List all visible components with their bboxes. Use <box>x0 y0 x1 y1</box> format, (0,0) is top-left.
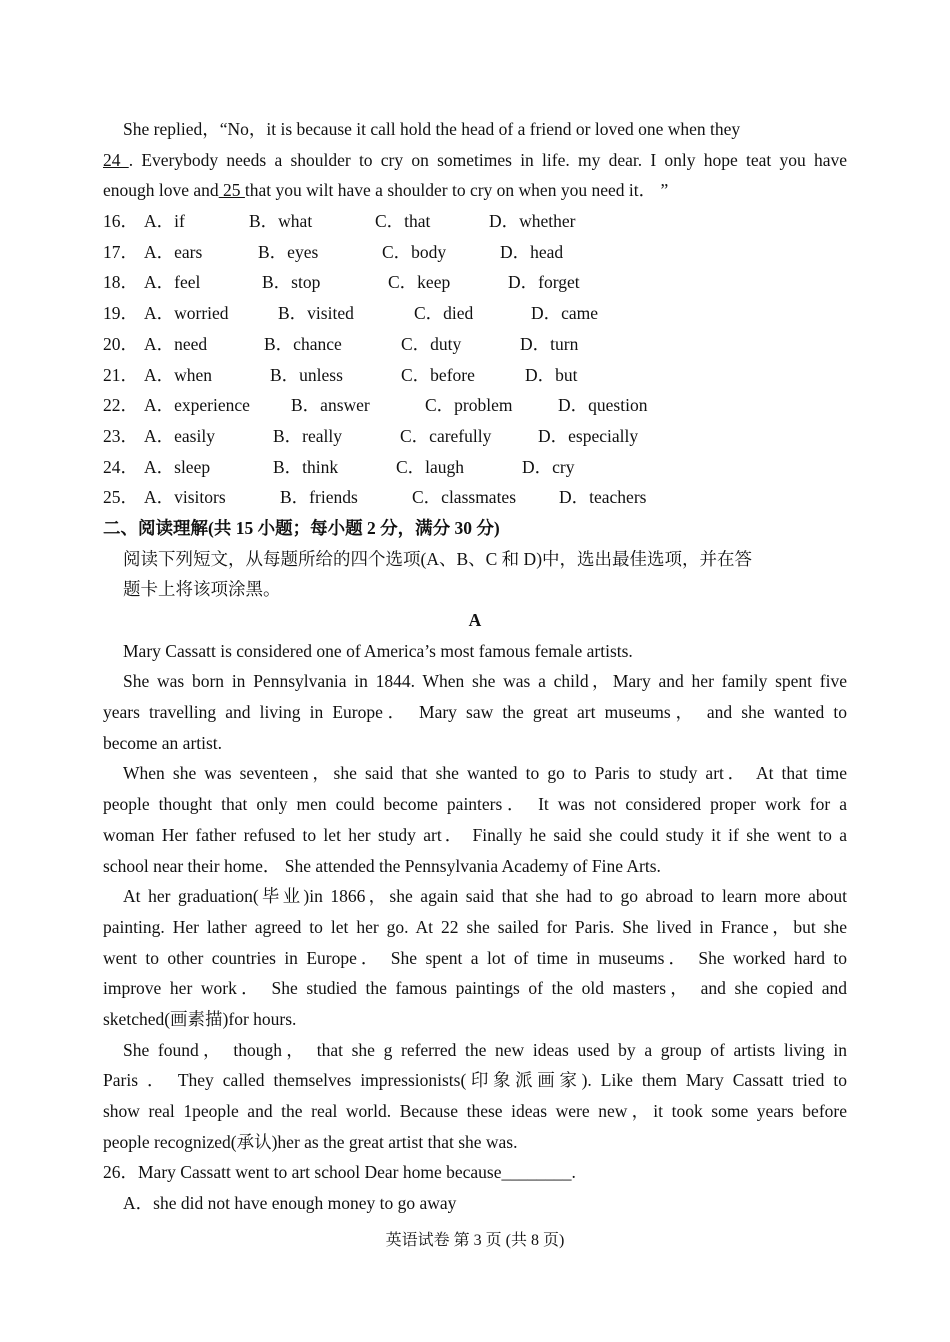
option-b: B．answer <box>291 395 370 416</box>
passage-line: people recognized(承认)her as the great artist that she was. <box>103 1131 518 1152</box>
passage-line: went to other countries in Europe． She spent a lot of time in museums． She worked hard to <box>103 947 847 968</box>
option-d: D．forget <box>508 272 580 293</box>
question-row <box>103 298 847 329</box>
option-d: D．whether <box>489 211 576 232</box>
question-number: 22． <box>103 395 138 416</box>
cloze-text: She replied，“No，it is because it call hold the head of a friend or loved one when they <box>123 119 741 139</box>
option-a: A．experience <box>144 395 250 416</box>
option-c: C．carefully <box>400 425 492 446</box>
section-instruction: 阅读下列短文，从每题所给的四个选项(A、B、C 和 D)中，选出最佳选项，并在答 <box>123 548 753 569</box>
option-b: B．eyes <box>258 241 319 262</box>
passage-line: At her graduation(毕业)in 1866，she again said that she had to go abroad to learn more about <box>123 886 847 907</box>
option-a: A．when <box>144 364 213 385</box>
option-d: D．turn <box>520 333 579 354</box>
question-row <box>103 452 847 483</box>
option-b: B．visited <box>278 303 354 324</box>
question-row <box>103 360 847 391</box>
question-number: 21． <box>103 364 138 385</box>
question-row <box>103 237 847 268</box>
question-number: 16． <box>103 211 138 232</box>
passage-line: school near their home． She attended the Pennsylvania Academy of Fine Arts. <box>103 855 661 876</box>
option-b: B．friends <box>280 487 358 508</box>
option-d: D．especially <box>538 425 639 446</box>
option-c: C．died <box>414 303 474 324</box>
question-row <box>103 329 847 360</box>
option-b: B．stop <box>262 272 321 293</box>
passage-line: improve her work． She studied the famous paintings of the old masters， and she copied and <box>103 978 847 999</box>
question-number: 23． <box>103 425 138 446</box>
option-c: C．that <box>375 211 431 232</box>
section-instruction: 题卡上将该项涂黑。 <box>123 579 281 600</box>
cloze-text: . Everybody needs a shoulder to cry on sometimes in life. my dear. I only hope teat you have <box>128 149 847 170</box>
question-row <box>103 267 847 298</box>
option-b: B．think <box>273 456 339 477</box>
option-a: A．sleep <box>144 456 211 477</box>
cloze-line-1 <box>103 114 847 145</box>
passage-line: Paris ． They called themselves impressionists(印象派画家). Like them Mary Cassatt tried to <box>103 1070 847 1091</box>
option-c: C．problem <box>425 395 513 416</box>
passage-line: show real 1people and the real world. Because these ideas were new，it took some years before <box>103 1101 847 1121</box>
cloze-line-2 <box>103 145 847 176</box>
blank-25: 25 <box>218 180 245 201</box>
option-d: D．cry <box>522 456 575 477</box>
option-a: A．visitors <box>144 487 226 508</box>
option-b: B．really <box>273 425 343 446</box>
option-b: B．chance <box>264 333 342 354</box>
passage-line: She was born in Pennsylvania in 1844. When she was a child，Mary and her family spent five <box>123 671 847 692</box>
question-26-stem: 26．Mary Cassatt went to art school Dear home because________. <box>103 1162 576 1183</box>
option-c: C．before <box>401 364 475 385</box>
option-a: A．need <box>144 333 208 354</box>
passage-line: painting. Her lather agreed to let her go. At 22 she sailed for Paris. She lived in France，but she <box>103 916 847 937</box>
option-c: C．body <box>382 241 447 262</box>
cloze-text: that you wilt have a shoulder to cry on when you need it． ” <box>244 180 669 201</box>
question-row <box>103 421 847 452</box>
passage-line: Mary Cassatt is considered one of America’s most famous female artists. <box>123 640 633 661</box>
question-number: 25． <box>103 487 138 508</box>
question-row <box>103 482 847 513</box>
option-a: A．worried <box>144 303 229 324</box>
page-content <box>103 114 847 1219</box>
question-number: 18． <box>103 272 138 293</box>
option-a: A．ears <box>144 241 203 262</box>
passage-line: woman Her father refused to let her study art． Finally he said she could study it if she went to a <box>103 824 847 845</box>
passage-line: She found， though， that she g referred the new ideas used by a group of artists living in <box>123 1039 847 1060</box>
question-number: 19． <box>103 303 138 324</box>
passage-line: people thought that only men could become painters． It was not considered proper work for a <box>103 794 847 815</box>
option-d: D．question <box>558 395 648 416</box>
passage-line: years travelling and living in Europe． Mary saw the great art museums， and she wanted to <box>103 702 847 723</box>
question-number: 20． <box>103 333 138 354</box>
option-d: D．came <box>531 303 599 324</box>
question-26-option-a: A．she did not have enough money to go away <box>123 1193 457 1214</box>
option-a: A．easily <box>144 425 215 446</box>
option-b: B．unless <box>270 364 343 385</box>
page-footer: 英语试卷 第 3 页 (共 8 页) <box>385 1232 565 1249</box>
option-c: C．classmates <box>412 487 517 508</box>
question-number: 24． <box>103 456 138 477</box>
option-b: B．what <box>249 211 313 232</box>
cloze-text: enough love and <box>103 180 219 201</box>
section-heading: 二、阅读理解(共 15 小题；每小题 2 分，满分 30 分) <box>103 517 500 538</box>
option-a: A．if <box>144 211 185 232</box>
passage-line: become an artist. <box>103 732 223 753</box>
passage-a <box>103 636 847 1158</box>
option-c: C．laugh <box>396 456 465 477</box>
blank-24: 24 <box>103 149 129 170</box>
question-number: 17． <box>103 241 138 262</box>
passage-line: When she was seventeen，she said that she wanted to go to Paris to study art． At that time <box>123 763 847 784</box>
cloze-questions <box>103 206 847 513</box>
question-row <box>103 390 847 421</box>
option-d: D．teachers <box>559 487 647 508</box>
passage-label: A <box>468 610 482 630</box>
option-c: C．keep <box>388 272 451 293</box>
question-row <box>103 206 847 237</box>
option-c: C．duty <box>401 333 462 354</box>
passage-line: sketched(画素描)for hours. <box>103 1008 297 1029</box>
option-d: D．but <box>525 364 578 385</box>
cloze-line-3 <box>103 175 847 206</box>
option-d: D．head <box>500 241 564 262</box>
option-a: A．feel <box>144 272 201 293</box>
